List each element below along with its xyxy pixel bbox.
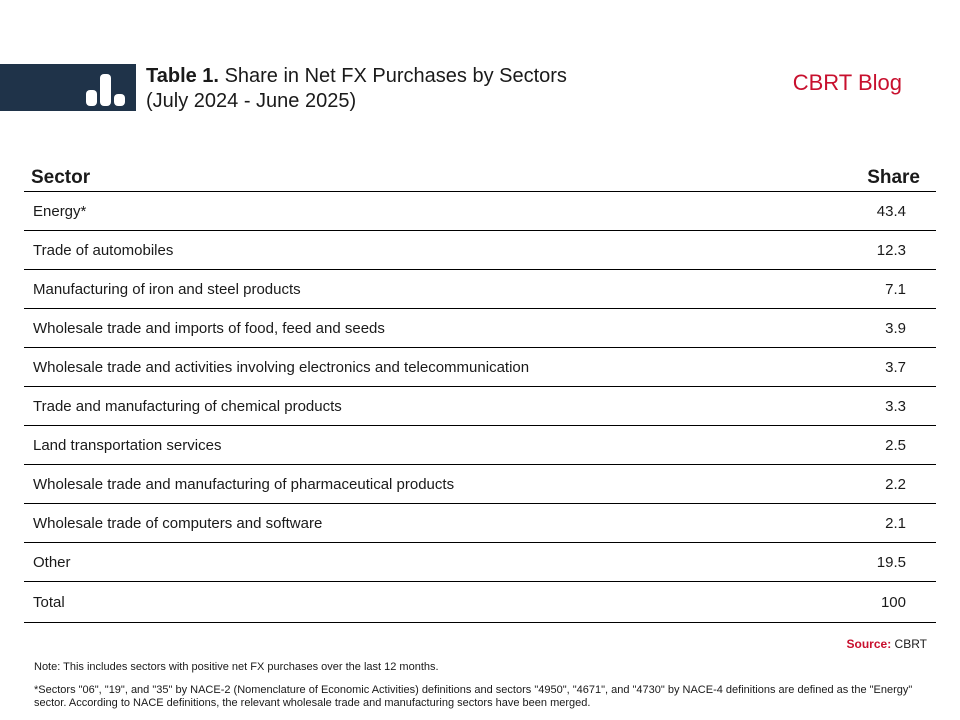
note-positive: Note: This includes sectors with positive net FX purchases over the last 12 months. xyxy=(34,661,439,673)
data-table xyxy=(24,166,936,623)
page-title xyxy=(146,64,567,114)
sector-cell: Wholesale trade and imports of food, feed and seeds xyxy=(33,320,385,337)
table-row xyxy=(24,543,936,582)
sector-cell: Trade of automobiles xyxy=(33,242,174,259)
share-cell: 100 xyxy=(880,594,906,611)
source-value: CBRT xyxy=(894,637,927,651)
share-cell: 3.3 xyxy=(885,398,906,415)
share-cell: 3.9 xyxy=(885,320,906,337)
title-text: Share in Net FX Purchases by Sectors xyxy=(224,65,567,87)
sector-cell: Wholesale trade and manufacturing of pharmaceutical products xyxy=(33,476,455,493)
table-row xyxy=(24,504,936,543)
table-row xyxy=(24,348,936,387)
table-row xyxy=(24,465,936,504)
source-label: Source: xyxy=(846,637,892,651)
table-row xyxy=(24,231,936,270)
table-row xyxy=(24,387,936,426)
share-cell: 7.1 xyxy=(885,281,906,298)
bar-chart-icon xyxy=(86,74,128,106)
share-cell: 19.5 xyxy=(876,554,906,571)
sector-cell: Wholesale trade and activities involving electronics and telecommunication xyxy=(33,359,530,376)
table-row xyxy=(24,426,936,465)
table-row xyxy=(24,270,936,309)
header-bar xyxy=(0,64,136,111)
table-body xyxy=(24,192,936,623)
sector-cell: Wholesale trade of computers and software xyxy=(33,515,323,532)
table-row xyxy=(24,582,936,623)
share-cell: 2.5 xyxy=(885,437,906,454)
table-row xyxy=(24,192,936,231)
share-cell: 2.2 xyxy=(885,476,906,493)
table-row xyxy=(24,309,936,348)
column-header-share: Share xyxy=(867,167,920,188)
sector-cell: Total xyxy=(33,594,65,611)
source xyxy=(847,637,927,651)
share-cell: 12.3 xyxy=(876,242,906,259)
title-label: Table 1. xyxy=(146,65,219,87)
column-header-sector: Sector xyxy=(31,167,91,188)
sector-cell: Other xyxy=(33,554,71,571)
share-cell: 3.7 xyxy=(885,359,906,376)
share-cell: 2.1 xyxy=(885,515,906,532)
sector-cell: Energy* xyxy=(33,203,87,220)
table-header xyxy=(24,166,936,192)
brand-name: CBRT Blog xyxy=(792,70,902,95)
share-cell: 43.4 xyxy=(876,203,906,220)
sector-cell: Manufacturing of iron and steel products xyxy=(33,281,301,298)
note-energy: *Sectors "06", "19", and "35" by NACE-2 (Nomenclature of Economic Activities) definitions and sectors "4950", "4671", and "4730" by NACE-4 definitions are defined as the "Energy" sector. According to NACE definitions, the relevant wholesale trade and manufacturing sectors have been merged. xyxy=(34,684,913,709)
sector-cell: Trade and manufacturing of chemical products xyxy=(33,398,342,415)
sector-cell: Land transportation services xyxy=(33,437,222,454)
title-period: (July 2024 - June 2025) xyxy=(146,90,357,112)
